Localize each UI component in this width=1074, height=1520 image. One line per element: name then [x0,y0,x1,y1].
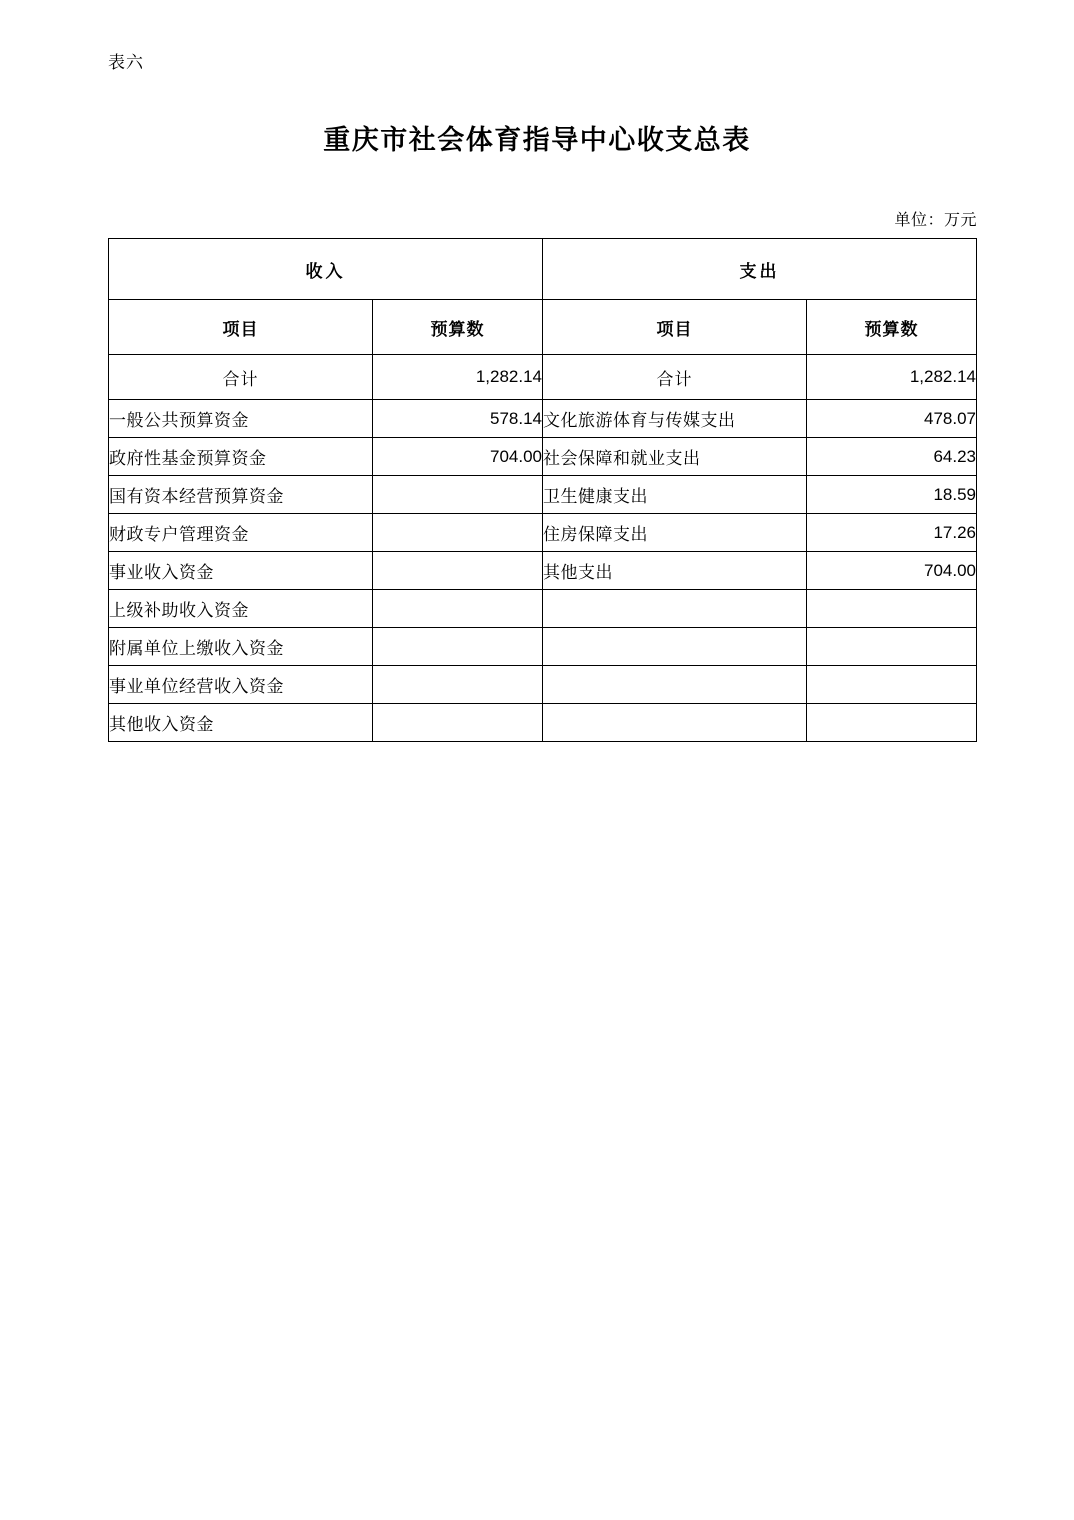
total-expenditure-label: 合计 [543,355,807,400]
income-item-value [373,476,543,514]
income-item-value: 578.14 [373,400,543,438]
table-row [109,704,977,742]
expenditure-item-value: 478.07 [807,400,977,438]
total-expenditure-value: 1,282.14 [807,355,977,400]
table-row [109,590,977,628]
expenditure-item-value [807,628,977,666]
column-header-income-item: 项目 [109,300,373,355]
group-header-expenditure: 支出 [543,239,977,300]
column-header-expenditure-item: 项目 [543,300,807,355]
income-item-label: 政府性基金预算资金 [109,438,373,476]
expenditure-item-label [543,590,807,628]
income-item-label: 事业收入资金 [109,552,373,590]
table-group-header-row [109,239,977,300]
column-header-expenditure-budget: 预算数 [807,300,977,355]
expenditure-item-label: 文化旅游体育与传媒支出 [543,400,807,438]
budget-table-container [108,238,976,742]
expenditure-item-label: 卫生健康支出 [543,476,807,514]
total-income-label: 合计 [109,355,373,400]
table-row [109,628,977,666]
income-item-value [373,666,543,704]
sheet-number-label: 表六 [108,53,144,72]
expenditure-item-value: 18.59 [807,476,977,514]
table-column-header-row [109,300,977,355]
table-row-total [109,355,977,400]
income-item-value [373,514,543,552]
table-row [109,514,977,552]
expenditure-item-label: 其他支出 [543,552,807,590]
income-item-label: 一般公共预算资金 [109,400,373,438]
unit-note: 单位：万元 [894,212,977,229]
expenditure-item-value [807,590,977,628]
expenditure-item-value: 704.00 [807,552,977,590]
expenditure-item-value [807,666,977,704]
table-row [109,476,977,514]
expenditure-item-label [543,628,807,666]
expenditure-item-value: 17.26 [807,514,977,552]
page-title: 重庆市社会体育指导中心收支总表 [323,125,751,155]
expenditure-item-value [807,704,977,742]
income-item-value [373,704,543,742]
expenditure-item-value: 64.23 [807,438,977,476]
expenditure-item-label: 社会保障和就业支出 [543,438,807,476]
income-item-label: 上级补助收入资金 [109,590,373,628]
income-item-label: 其他收入资金 [109,704,373,742]
income-item-label: 事业单位经营收入资金 [109,666,373,704]
income-item-value [373,628,543,666]
income-item-value: 704.00 [373,438,543,476]
expenditure-item-label: 住房保障支出 [543,514,807,552]
column-header-income-budget: 预算数 [373,300,543,355]
table-row [109,438,977,476]
income-item-label: 国有资本经营预算资金 [109,476,373,514]
income-item-value [373,590,543,628]
budget-summary-table [108,238,977,742]
total-income-value: 1,282.14 [373,355,543,400]
income-item-value [373,552,543,590]
group-header-income: 收入 [109,239,543,300]
income-item-label: 附属单位上缴收入资金 [109,628,373,666]
table-row [109,666,977,704]
expenditure-item-label [543,666,807,704]
table-row [109,400,977,438]
income-item-label: 财政专户管理资金 [109,514,373,552]
expenditure-item-label [543,704,807,742]
table-row [109,552,977,590]
